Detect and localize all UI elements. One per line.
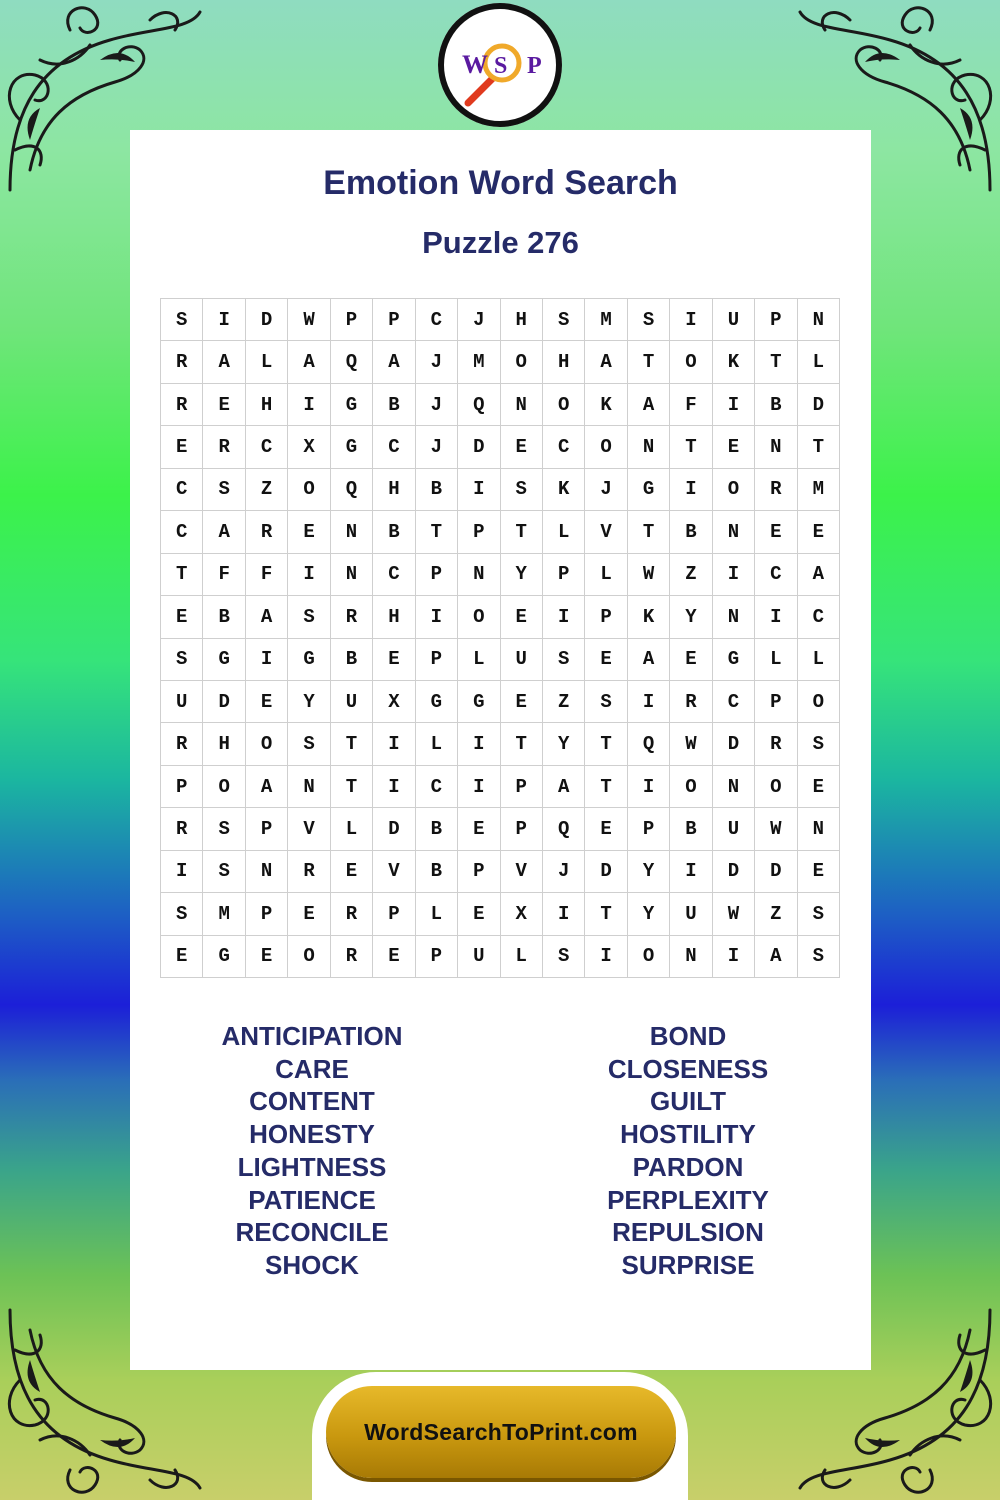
grid-cell[interactable]: E [713,426,755,468]
grid-cell[interactable]: Q [543,808,585,850]
grid-cell[interactable]: S [585,681,627,723]
grid-cell[interactable]: P [373,893,415,935]
grid-cell[interactable]: T [501,723,543,765]
grid-cell[interactable]: U [161,681,203,723]
grid-cell[interactable]: P [585,596,627,638]
grid-cell[interactable]: X [288,426,330,468]
grid-cell[interactable]: A [543,766,585,808]
grid-cell[interactable]: G [628,469,670,511]
word-list-item: RECONCILE [235,1217,389,1248]
grid-cell[interactable]: I [713,384,755,426]
grid-cell[interactable]: H [543,341,585,383]
letter-grid [160,298,840,978]
grid-cell[interactable]: P [543,554,585,596]
grid-cell[interactable]: E [288,893,330,935]
grid-cell[interactable]: S [203,851,245,893]
grid-cell[interactable]: W [755,808,797,850]
grid-cell[interactable]: P [246,808,288,850]
grid-cell[interactable]: I [416,596,458,638]
grid-cell[interactable]: E [161,596,203,638]
grid-cell[interactable]: I [543,596,585,638]
grid-cell[interactable]: E [501,596,543,638]
grid-cell[interactable]: S [543,299,585,341]
grid-cell[interactable]: S [501,469,543,511]
grid-cell[interactable]: N [713,596,755,638]
word-list-item: ANTICIPATION [221,1021,403,1051]
grid-cell[interactable]: U [713,299,755,341]
grid-cell[interactable]: B [331,639,373,681]
grid-cell[interactable]: P [458,851,500,893]
grid-cell[interactable]: R [331,893,373,935]
grid-cell[interactable]: S [798,893,840,935]
grid-cell[interactable]: J [416,341,458,383]
grid-cell[interactable]: N [628,426,670,468]
grid-cell[interactable]: O [798,681,840,723]
grid-cell[interactable]: P [161,766,203,808]
word-list-item: CONTENT [249,1086,375,1117]
grid-cell[interactable]: A [628,639,670,681]
grid-cell[interactable]: J [416,384,458,426]
grid-cell[interactable]: I [458,469,500,511]
grid-cell[interactable]: T [670,426,712,468]
grid-cell[interactable]: G [203,936,245,978]
grid-cell[interactable]: V [288,808,330,850]
grid-cell[interactable]: W [288,299,330,341]
grid-cell[interactable]: I [458,766,500,808]
grid-cell[interactable]: E [203,384,245,426]
grid-cell[interactable]: T [585,723,627,765]
grid-cell[interactable]: B [373,511,415,553]
grid-cell[interactable]: K [713,341,755,383]
grid-cell[interactable]: R [288,851,330,893]
grid-cell[interactable]: G [203,639,245,681]
grid-cell[interactable]: A [628,384,670,426]
grid-cell[interactable]: I [288,384,330,426]
grid-cell[interactable]: N [501,384,543,426]
grid-cell[interactable]: B [670,808,712,850]
grid-cell[interactable]: S [288,596,330,638]
grid-cell[interactable]: I [670,851,712,893]
grid-cell[interactable]: O [501,341,543,383]
grid-cell[interactable]: T [416,511,458,553]
word-list-item: SHOCK [265,1249,359,1280]
grid-cell[interactable]: E [798,511,840,553]
grid-cell[interactable]: O [458,596,500,638]
grid-cell[interactable]: D [246,299,288,341]
grid-cell[interactable]: S [203,808,245,850]
grid-cell[interactable]: C [246,426,288,468]
grid-cell[interactable]: D [755,851,797,893]
grid-cell[interactable]: S [543,936,585,978]
grid-cell[interactable]: I [288,554,330,596]
grid-cell[interactable]: C [713,681,755,723]
grid-cell[interactable]: E [585,808,627,850]
grid-cell[interactable]: O [713,469,755,511]
grid-cell[interactable]: R [331,596,373,638]
grid-cell[interactable]: D [713,723,755,765]
grid-cell[interactable]: O [585,426,627,468]
grid-cell[interactable]: S [288,723,330,765]
grid-cell[interactable]: K [585,384,627,426]
word-list-item: PERPLEXITY [607,1184,769,1215]
grid-cell[interactable]: M [585,299,627,341]
grid-cell[interactable]: L [798,341,840,383]
grid-cell[interactable]: M [203,893,245,935]
grid-cell[interactable]: A [798,554,840,596]
grid-cell[interactable]: E [670,639,712,681]
grid-cell[interactable]: H [373,469,415,511]
word-list-item: REPULSION [612,1217,764,1248]
grid-cell[interactable]: M [458,341,500,383]
grid-cell[interactable]: A [585,341,627,383]
word-list-item: BOND [649,1021,727,1051]
grid-cell[interactable]: E [246,936,288,978]
grid-cell[interactable]: D [713,851,755,893]
grid-cell[interactable]: T [585,893,627,935]
grid-cell[interactable]: O [628,936,670,978]
grid-cell[interactable]: R [670,681,712,723]
grid-cell[interactable]: N [331,554,373,596]
grid-cell[interactable]: J [585,469,627,511]
grid-cell[interactable]: P [755,681,797,723]
grid-cell[interactable]: I [373,723,415,765]
grid-cell[interactable]: C [543,426,585,468]
grid-cell[interactable]: L [416,893,458,935]
logo-letter-w: W [462,50,488,79]
grid-cell[interactable]: U [670,893,712,935]
grid-cell[interactable]: N [246,851,288,893]
grid-cell[interactable]: Y [501,554,543,596]
grid-cell[interactable]: X [501,893,543,935]
grid-cell[interactable]: C [798,596,840,638]
grid-cell[interactable]: O [670,341,712,383]
grid-cell[interactable]: G [331,384,373,426]
grid-cell[interactable]: V [501,851,543,893]
grid-cell[interactable]: T [798,426,840,468]
word-list-item: HOSTILITY [620,1119,756,1150]
grid-cell[interactable]: G [331,426,373,468]
grid-cell[interactable]: T [161,554,203,596]
grid-cell[interactable]: N [288,766,330,808]
grid-cell[interactable]: Y [543,723,585,765]
grid-cell[interactable]: X [373,681,415,723]
grid-cell[interactable]: E [458,893,500,935]
puzzle-number: Puzzle 276 [422,225,579,260]
grid-cell[interactable]: P [373,299,415,341]
grid-cell[interactable]: S [543,639,585,681]
grid-cell[interactable]: I [713,554,755,596]
grid-cell[interactable]: I [713,936,755,978]
grid-cell[interactable]: U [713,808,755,850]
grid-cell[interactable]: L [585,554,627,596]
grid-cell[interactable]: F [203,554,245,596]
grid-cell[interactable]: T [585,766,627,808]
grid-cell[interactable]: R [203,426,245,468]
grid-cell[interactable]: W [670,723,712,765]
grid-cell[interactable]: L [755,639,797,681]
grid-cell[interactable]: P [416,936,458,978]
grid-cell[interactable]: D [585,851,627,893]
grid-cell[interactable]: Y [628,851,670,893]
grid-cell[interactable]: L [331,808,373,850]
grid-cell[interactable]: Y [628,893,670,935]
word-list-item: SURPRISE [621,1249,755,1280]
grid-cell[interactable]: R [161,723,203,765]
grid-cell[interactable]: I [543,893,585,935]
grid-cell[interactable]: O [543,384,585,426]
grid-cell[interactable]: R [246,511,288,553]
grid-cell[interactable]: N [458,554,500,596]
grid-cell[interactable]: E [161,426,203,468]
grid-cell[interactable]: E [798,766,840,808]
word-list-item: PATIENCE [248,1184,376,1215]
grid-cell[interactable]: N [798,808,840,850]
grid-cell[interactable]: R [755,469,797,511]
grid-cell[interactable]: S [203,469,245,511]
grid-cell[interactable]: C [416,299,458,341]
grid-cell[interactable]: N [798,299,840,341]
grid-cell[interactable]: L [416,723,458,765]
grid-cell[interactable]: M [798,469,840,511]
grid-cell[interactable]: S [628,299,670,341]
word-list-item: HONESTY [249,1119,375,1150]
grid-cell[interactable]: R [161,808,203,850]
grid-cell[interactable]: O [755,766,797,808]
word-list-item: LIGHTNESS [237,1151,387,1182]
grid-cell[interactable]: N [713,511,755,553]
grid-cell[interactable]: S [161,893,203,935]
grid-cell[interactable]: Q [331,469,373,511]
grid-cell[interactable]: L [246,341,288,383]
grid-cell[interactable]: A [288,341,330,383]
grid-cell[interactable]: L [543,511,585,553]
grid-cell[interactable]: Z [246,469,288,511]
grid-cell[interactable]: E [501,426,543,468]
grid-cell[interactable]: U [331,681,373,723]
grid-cell[interactable]: R [161,384,203,426]
grid-cell[interactable]: B [203,596,245,638]
grid-cell[interactable]: E [288,511,330,553]
site-link-button[interactable]: WordSearchToPrint.com [326,1386,676,1478]
grid-cell[interactable]: C [161,469,203,511]
grid-cell[interactable]: P [755,299,797,341]
page-title: Emotion Word Search [323,164,678,202]
grid-cell[interactable]: D [458,426,500,468]
wsp-logo[interactable] [438,3,562,127]
grid-cell[interactable]: T [628,341,670,383]
grid-cell[interactable]: Z [755,893,797,935]
grid-cell[interactable]: S [161,299,203,341]
grid-cell[interactable]: A [373,341,415,383]
grid-cell[interactable]: T [501,511,543,553]
grid-cell[interactable]: I [755,596,797,638]
word-list-item: PARDON [632,1151,744,1182]
grid-cell[interactable]: T [628,511,670,553]
grid-cell[interactable]: G [713,639,755,681]
grid-cell[interactable]: A [203,341,245,383]
grid-cell[interactable]: I [458,723,500,765]
word-list-item: CARE [275,1053,349,1084]
grid-cell[interactable]: N [670,936,712,978]
grid-cell[interactable]: H [246,384,288,426]
grid-cell[interactable]: E [246,681,288,723]
grid-cell[interactable]: C [755,554,797,596]
grid-cell[interactable]: I [246,639,288,681]
grid-cell[interactable]: S [798,723,840,765]
grid-cell[interactable]: B [416,851,458,893]
grid-cell[interactable]: E [501,681,543,723]
grid-cell[interactable]: B [416,469,458,511]
grid-cell[interactable]: V [585,511,627,553]
grid-cell[interactable]: P [416,639,458,681]
grid-cell[interactable]: T [331,723,373,765]
grid-cell[interactable]: N [755,426,797,468]
word-list-item: GUILT [649,1086,727,1117]
grid-cell[interactable]: Q [331,341,373,383]
grid-cell[interactable]: S [798,936,840,978]
grid-cell[interactable]: O [246,723,288,765]
grid-cell[interactable]: C [373,554,415,596]
grid-cell[interactable]: Z [670,554,712,596]
grid-cell[interactable]: P [246,893,288,935]
grid-cell[interactable]: A [755,936,797,978]
grid-cell[interactable]: W [713,893,755,935]
grid-cell[interactable]: H [373,596,415,638]
grid-cell[interactable]: A [246,766,288,808]
grid-cell[interactable]: N [713,766,755,808]
grid-cell[interactable]: T [331,766,373,808]
grid-cell[interactable]: V [373,851,415,893]
grid-cell[interactable]: I [203,299,245,341]
grid-cell[interactable]: L [501,936,543,978]
grid-cell[interactable]: Y [670,596,712,638]
grid-cell[interactable]: H [203,723,245,765]
grid-cell[interactable]: I [585,936,627,978]
grid-cell[interactable]: G [288,639,330,681]
grid-cell[interactable]: I [161,851,203,893]
grid-cell[interactable]: A [246,596,288,638]
grid-cell[interactable]: I [628,766,670,808]
grid-cell[interactable]: O [288,469,330,511]
grid-cell[interactable]: P [501,766,543,808]
grid-cell[interactable]: Z [543,681,585,723]
word-list-right [538,1020,838,1282]
grid-cell[interactable]: E [161,936,203,978]
grid-cell[interactable]: Y [288,681,330,723]
grid-cell[interactable]: D [373,808,415,850]
grid-cell[interactable]: L [458,639,500,681]
grid-cell[interactable]: A [203,511,245,553]
grid-cell[interactable]: E [373,936,415,978]
grid-cell[interactable]: U [501,639,543,681]
grid-cell[interactable]: O [670,766,712,808]
grid-cell[interactable]: E [755,511,797,553]
grid-cell[interactable]: J [543,851,585,893]
grid-cell[interactable]: E [373,639,415,681]
grid-cell[interactable]: B [755,384,797,426]
grid-cell[interactable]: L [798,639,840,681]
grid-cell[interactable]: B [373,384,415,426]
grid-cell[interactable]: B [416,808,458,850]
grid-cell[interactable]: F [246,554,288,596]
grid-cell[interactable]: J [458,299,500,341]
grid-cell[interactable]: R [755,723,797,765]
word-list-left [162,1020,462,1282]
grid-cell[interactable]: E [798,851,840,893]
grid-cell[interactable]: I [670,299,712,341]
grid-cell[interactable]: Q [628,723,670,765]
grid-cell[interactable]: R [161,341,203,383]
grid-cell[interactable]: O [288,936,330,978]
grid-cell[interactable]: Q [458,384,500,426]
grid-cell[interactable]: R [331,936,373,978]
grid-cell[interactable]: I [628,681,670,723]
grid-cell[interactable]: B [670,511,712,553]
grid-cell[interactable]: P [331,299,373,341]
logo-letter-s: S [494,53,508,79]
grid-cell[interactable]: W [628,554,670,596]
grid-cell[interactable]: C [373,426,415,468]
grid-cell[interactable]: K [628,596,670,638]
grid-cell[interactable]: U [458,936,500,978]
grid-cell[interactable]: H [501,299,543,341]
grid-cell[interactable]: E [585,639,627,681]
grid-cell[interactable]: P [628,808,670,850]
grid-cell[interactable]: S [161,639,203,681]
grid-cell[interactable]: C [161,511,203,553]
grid-cell[interactable]: P [416,554,458,596]
grid-cell[interactable]: N [331,511,373,553]
grid-cell[interactable]: E [458,808,500,850]
grid-cell[interactable]: G [458,681,500,723]
grid-cell[interactable]: O [203,766,245,808]
grid-cell[interactable]: P [501,808,543,850]
grid-cell[interactable]: I [670,469,712,511]
grid-cell[interactable]: K [543,469,585,511]
word-list-item: CLOSENESS [607,1053,769,1084]
grid-cell[interactable]: C [416,766,458,808]
logo-letter-p: P [527,53,542,79]
grid-cell[interactable]: P [458,511,500,553]
grid-cell[interactable]: G [416,681,458,723]
grid-cell[interactable]: I [373,766,415,808]
grid-cell[interactable]: F [670,384,712,426]
grid-cell[interactable]: E [331,851,373,893]
grid-cell[interactable]: J [416,426,458,468]
grid-cell[interactable]: T [755,341,797,383]
grid-cell[interactable]: D [798,384,840,426]
grid-cell[interactable]: D [203,681,245,723]
